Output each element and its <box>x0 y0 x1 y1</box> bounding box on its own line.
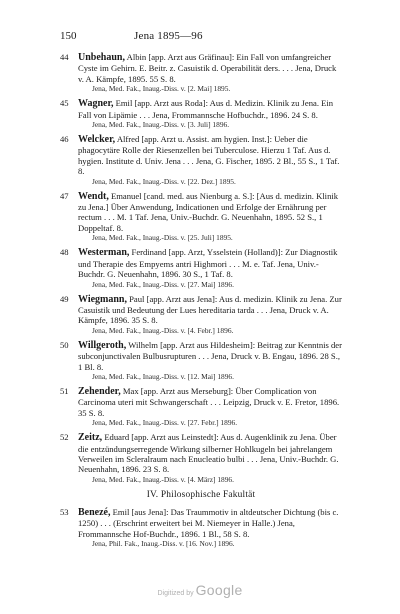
entry-number: 50 <box>60 339 69 350</box>
author-name: Benezé, <box>78 506 111 518</box>
entry-list-philosophy <box>60 507 342 548</box>
entry-number: 49 <box>60 293 69 304</box>
dissertation-note: Jena, Med. Fak., Inaug.-Diss. v. [2. Mai] 1895. <box>92 84 231 94</box>
dissertation-note: Jena, Med. Fak., Inaug.-Diss. v. [27. Mai] 1896. <box>92 279 234 289</box>
entry-number: 47 <box>60 190 69 201</box>
dissertation-note: Jena, Med. Fak., Inaug.-Diss. v. [3. Juli] 1896. <box>92 120 230 130</box>
bibliography-entry <box>60 507 342 548</box>
bibliography-entry <box>60 134 342 186</box>
author-name: Wiegmann, <box>78 293 127 305</box>
bibliography-entry <box>60 294 342 335</box>
entry-number: 51 <box>60 385 69 396</box>
dissertation-note: Jena, Med. Fak., Inaug.-Diss. v. [12. Mai] 1896. <box>92 371 234 381</box>
entry-text: Alfred [app. Arzt u. Assist. am hygien. Inst.]: Ueber die phagocytäre Rolle der Riesenzellen bei Tuberculose. Hierzu 1 Taf. Aus d. hygien. Institute d. Univ. Jena . . . Jena, G. Fischer, 1895. 2 Bl., 55 S., 1 Taf. 8. <box>78 134 340 177</box>
entry-text: Emil [aus Jena]: Das Traummotiv in altdeutscher Dichtung (bis c. 1250) . . . (Erschrint erweitert bei M. Niemeyer in Halle.) Jena, Frommannsche Hof-Buchdr., 1896. 1 Bl., 58 S. 8. <box>78 506 339 539</box>
entry-text: Ferdinand [app. Arzt, Ysselstein (Holland)]: Zur Diagnostik und Therapie des Empyems antri Highmori . . . M. e. Taf. Jena, Univ.-Buchdr. G. Neuenhahn, 1896. 30 S., 1 Taf. 8. <box>78 247 338 280</box>
dissertation-note: Jena, Phil. Fak., Inaug.-Diss. v. [16. Nov.] 1896. <box>92 539 235 548</box>
bibliography-entry <box>60 191 342 243</box>
page-number: 150 <box>60 30 77 42</box>
dissertation-note: Jena, Med. Fak., Inaug.-Diss. v. [4. März] 1896. <box>92 474 234 484</box>
bibliography-entry <box>60 52 342 93</box>
entry-number: 46 <box>60 134 69 145</box>
bibliography-entry <box>60 98 342 129</box>
bibliography-entry <box>60 386 342 427</box>
dissertation-note: Jena, Med. Fak., Inaug.-Diss. v. [27. Febr.] 1896. <box>92 418 238 428</box>
author-name: Wendt, <box>78 190 109 202</box>
author-name: Zehender, <box>78 385 121 397</box>
section-heading: IV. Philosophische Fakultät <box>146 489 256 500</box>
watermark-brand: Google <box>195 582 243 598</box>
author-name: Wagner, <box>78 98 114 110</box>
bibliography-entry <box>60 247 342 288</box>
entry-text: Wilhelm [app. Arzt aus Hildesheim]: Beitrag zur Kenntnis der subconjunctivalen Bulbusrupturen . . . Jena, Druck v. B. Engau, 1896. 28 S., 1 Bl. 8. <box>78 339 342 372</box>
dissertation-note: Jena, Med. Fak., Inaug.-Diss. v. [4. Febr.] 1896. <box>92 325 234 335</box>
entry-number: 53 <box>60 506 69 517</box>
entry-text: Emil [app. Arzt aus Roda]: Aus d. Medizin. Klinik zu Jena. Ein Fall von Lipämie . . . Jena, Frommannsche Hofbuchdr., 1896. 24 S. 8. <box>78 98 334 120</box>
author-name: Welcker, <box>78 134 116 146</box>
page-header <box>60 30 342 42</box>
entry-text: Eduard [app. Arzt aus Leinstedt]: Aus d. Augenklinik zu Jena. Über die entzündungserregende Wirkung silberner Hohlkugeln bei jahrelangem Verweilen im Scleralraum nach Enucleatio bulbi . . . Jena, Univ.-Buchdr. G. Neuenhahn, 1896. 23 S. 8. <box>78 432 339 475</box>
bibliography-entry <box>60 340 342 381</box>
author-name: Unbehaun, <box>78 52 125 63</box>
entry-text: Emanuel [cand. med. aus Nienburg a. S.]: [Aus d. medizin. Klinik zu Jena.] Über Anwendung, Indicationen und Erfolge der Ernährung per rectum . . . M. 1 Taf. Jena, Univ.-Buchdr. G. Neuenhahn, 1895. 52 S., 1 Doppeltaf. 8. <box>78 190 339 233</box>
entry-number: 44 <box>60 52 69 62</box>
running-title: Jena 1895—96 <box>134 30 203 42</box>
dissertation-note: Jena, Med. Fak., Inaug.-Diss. v. [25. Juli] 1895. <box>92 233 233 243</box>
entry-list <box>60 52 342 484</box>
entry-number: 52 <box>60 432 69 443</box>
entry-text: Albin [app. Arzt aus Gräfinau]: Ein Fall von umfangreicher Cyste im Gehirn. E. Beitr. z. Casuistik d. Operabilität ders. . . . Jena, Druck v. A. Kämpfe, 1895. 55 S. 8. <box>78 52 337 84</box>
entry-number: 45 <box>60 98 69 109</box>
bibliography-entry <box>60 432 342 484</box>
dissertation-note: Jena, Med. Fak., Inaug.-Diss. v. [22. Dez.] 1895. <box>92 176 236 186</box>
author-name: Westerman, <box>78 247 130 259</box>
watermark-prefix: Digitized by <box>157 590 194 597</box>
entry-number: 48 <box>60 247 69 258</box>
entry-text: Max [app. Arzt aus Merseburg]: Über Complication von Carcinoma uteri mit Schwangerschaft . . . Leipzig, Druck v. E. Fretor, 1896. 35 S. 8. <box>78 385 340 418</box>
author-name: Zeitz, <box>78 432 103 444</box>
entry-text: Paul [app. Arzt aus Jena]: Aus d. medizin. Klinik zu Jena. Zur Casuistik und Bedeutung der Lues hereditaria tarda . . . Jena, Druck v. A. Kämpfe, 1896. 35 S. 8. <box>78 293 342 326</box>
scan-watermark <box>0 582 400 598</box>
author-name: Willgeroth, <box>78 339 127 351</box>
